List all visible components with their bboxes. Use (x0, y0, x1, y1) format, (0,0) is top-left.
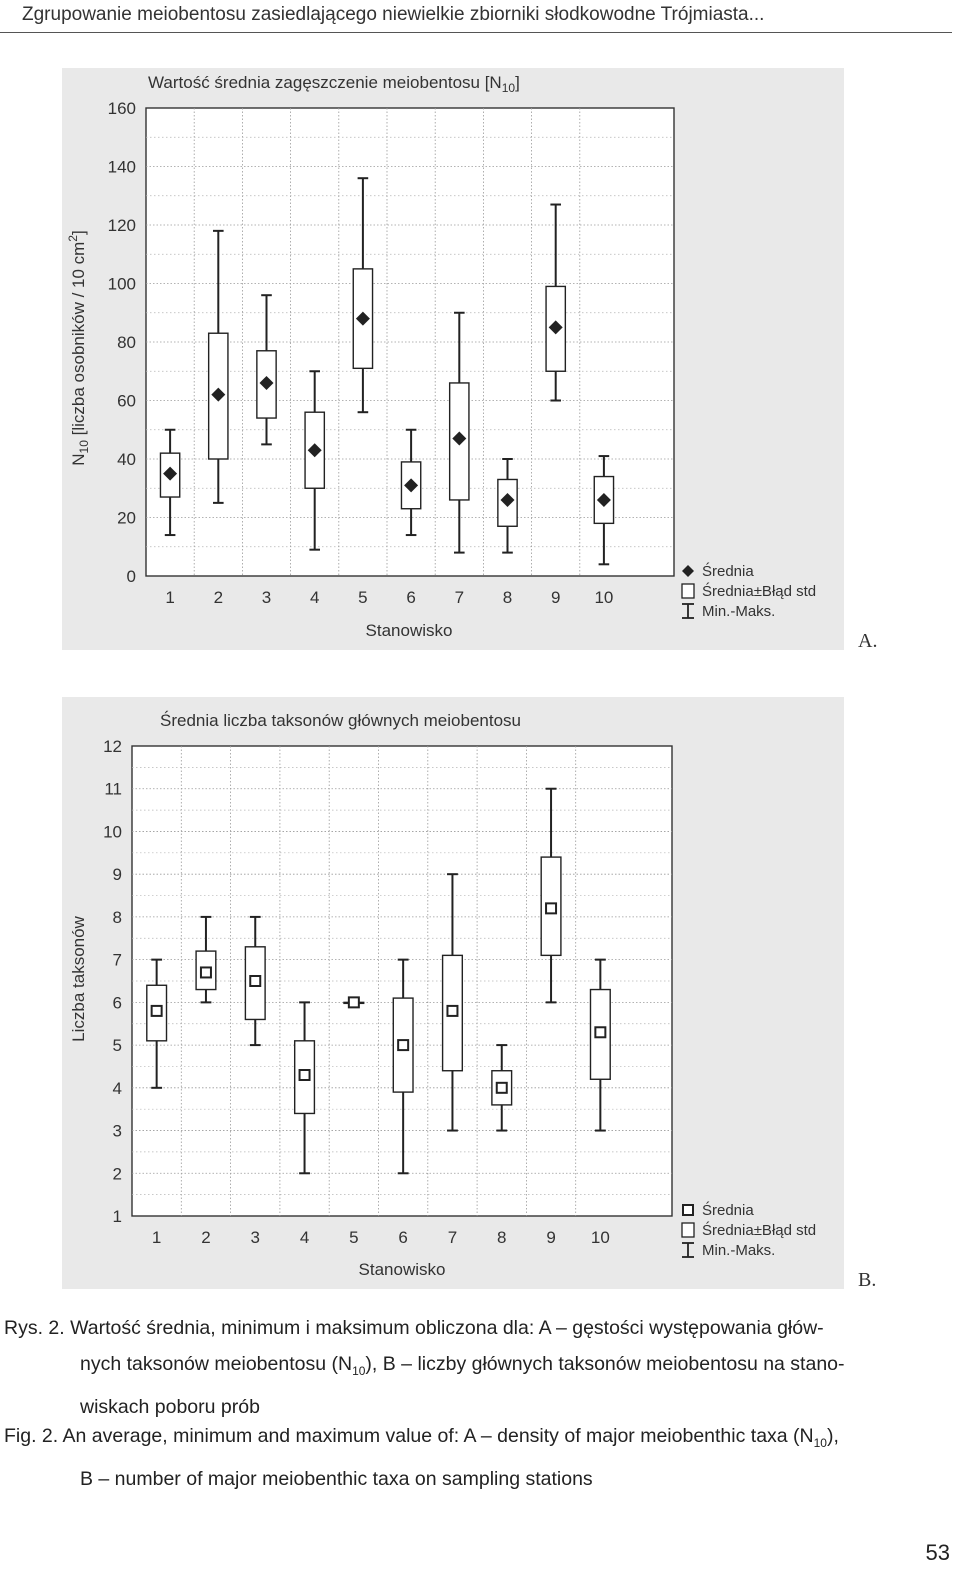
chart-a-x-tick-label: 5 (358, 588, 368, 607)
chart-b-y-tick-label: 3 (112, 1121, 122, 1141)
caption-pl-label: Rys. 2. (4, 1317, 65, 1339)
chart-b-x-tick-label: 4 (299, 1228, 310, 1247)
chart-b-mean-marker (447, 1006, 457, 1016)
chart-a-y-label: $N_{10}$ [liczba osobników / 10 $cm^2$] (66, 230, 91, 466)
chart-a-y-tick-label: 80 (117, 333, 136, 352)
caption-english (4, 1418, 954, 1497)
chart-b-y-tick-label: 10 (103, 822, 122, 842)
chart-a-legend-mean-icon (682, 565, 694, 577)
chart-a-x-tick-label: 4 (309, 588, 320, 607)
chart-a-x-tick-label: 8 (502, 588, 513, 607)
chart-a-x-tick-label: 3 (261, 588, 272, 607)
chart-b-y-tick-label: 2 (112, 1164, 122, 1184)
chart-b-x-tick-label: 3 (250, 1228, 260, 1247)
chart-b-y-label: Liczba taksonów (69, 916, 88, 1042)
chart-b-mean-marker (497, 1083, 507, 1093)
caption-pl-line-1: Wartość średnia, minimum i maksimum obliczona dla: A – gęstości występowania głów- (70, 1317, 824, 1339)
chart-b-y-tick-label: 1 (112, 1207, 122, 1226)
caption-en-line-2: B – number of major meiobenthic taxa on sampling stations (80, 1467, 593, 1490)
chart-panel-b (62, 697, 844, 1289)
chart-b-x-tick-label: 1 (151, 1228, 162, 1247)
chart-a-x-tick-label: 1 (165, 588, 175, 607)
chart-a-density (62, 68, 844, 650)
caption-polish (4, 1310, 954, 1425)
chart-b-y-tick-label: 11 (104, 779, 122, 799)
chart-b-taxa (62, 697, 844, 1289)
chart-a-y-tick-label: 120 (107, 216, 136, 235)
chart-b-y-tick-label: 8 (112, 907, 122, 927)
chart-b-mean-marker (201, 967, 211, 977)
chart-b-x-tick-label: 10 (590, 1228, 610, 1247)
chart-b-mean-marker (152, 1006, 162, 1016)
header-rule (0, 32, 952, 33)
page-number: 53 (925, 1540, 950, 1565)
chart-b-x-tick-label: 5 (349, 1228, 359, 1247)
chart-b-mean-marker (349, 997, 359, 1007)
chart-a-y-tick-label: 100 (107, 274, 136, 294)
chart-b-mean-marker (250, 976, 260, 986)
chart-b-legend-label: Średnia (702, 1202, 754, 1219)
panel-letter-b: B. (858, 1269, 877, 1291)
caption-en-line-1b: ), (826, 1425, 839, 1447)
caption-en-label: Fig. 2. (4, 1425, 59, 1447)
panel-letter-a: A. (858, 630, 878, 652)
chart-b-x-tick-label: 8 (497, 1228, 507, 1247)
chart-a-x-tick-label: 7 (454, 588, 465, 607)
chart-a-x-tick-label: 2 (213, 588, 224, 607)
chart-b-x-tick-label: 6 (398, 1228, 408, 1247)
chart-b-x-label: Stanowisko (358, 1260, 446, 1279)
chart-b-legend (682, 1201, 816, 1259)
caption-en-line-1a: An average, minimum and maximum value of: A – density of major meiobenthic taxa (N (62, 1425, 814, 1447)
chart-b-y-tick-label: 7 (112, 950, 122, 970)
chart-a-x-tick-label: 9 (550, 588, 561, 607)
chart-a-y-tick-label: 40 (117, 450, 136, 469)
chart-a-y-tick-label: 20 (117, 508, 136, 528)
chart-b-mean-marker (398, 1040, 408, 1050)
chart-a-y-tick-label: 0 (126, 567, 136, 586)
chart-a-x-tick-label: 10 (594, 588, 614, 607)
chart-a-x-tick-label: 6 (406, 588, 416, 607)
chart-b-mean-marker (595, 1027, 605, 1037)
chart-a-y-tick-label: 140 (107, 157, 136, 177)
chart-b-mean-marker (546, 903, 556, 913)
chart-b-y-tick-label: 4 (112, 1078, 122, 1098)
chart-panel-a (62, 68, 844, 650)
chart-b-legend-mean-icon (683, 1205, 693, 1215)
chart-b-x-tick-label: 9 (546, 1228, 556, 1247)
chart-b-legend-label: Min.-Maks. (702, 1242, 776, 1259)
chart-b-legend-box-icon (682, 1223, 694, 1237)
running-header: Zgrupowanie meiobentosu zasiedlającego niewielkie zbiorniki słodkowodne Trójmiasta... (22, 4, 765, 25)
chart-a-y-tick-label: 160 (107, 99, 136, 118)
chart-b-mean-marker (300, 1070, 310, 1080)
chart-b-y-tick-label: 6 (112, 993, 122, 1013)
chart-b-y-tick-label: 12 (103, 737, 122, 756)
chart-a-legend-label: Średnia (702, 563, 754, 580)
caption-pl-line-3: wiskach poboru prób (80, 1395, 260, 1418)
chart-a-title: Wartość średnia zagęszczenie meiobentosu $[N_{10}]$ (148, 73, 520, 95)
chart-b-x-tick-label: 7 (447, 1228, 458, 1247)
chart-b-y-tick-label: 5 (112, 1036, 122, 1056)
chart-b-title: Średnia liczba taksonów głównych meiobentosu (160, 711, 521, 730)
caption-en-sub: 10 (813, 1435, 827, 1450)
chart-a-legend-label: Średnia±Błąd std (702, 583, 817, 600)
caption-pl-sub: 10 (352, 1363, 366, 1378)
chart-b-x-tick-label: 2 (201, 1228, 211, 1247)
chart-a-legend-label: Min.-Maks. (702, 603, 776, 620)
caption-pl-line-2b: ), B – liczby głównych taksonów meiobentosu na stano- (365, 1353, 845, 1375)
chart-b-legend-label: Średnia±Błąd std (702, 1222, 817, 1239)
chart-b-y-tick-label: 9 (112, 865, 122, 885)
chart-a-x-label: Stanowisko (365, 621, 453, 640)
chart-a-legend (682, 562, 816, 620)
caption-pl-line-2a: nych taksonów meiobentosu (N (80, 1353, 353, 1375)
chart-a-y-tick-label: 60 (117, 391, 136, 411)
chart-a-legend-box-icon (682, 584, 694, 598)
